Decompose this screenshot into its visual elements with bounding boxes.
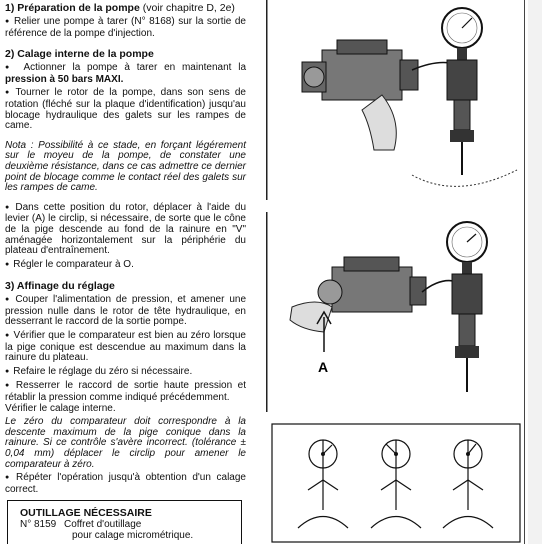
section-2-bullet-1: ● Actionner la pompe à tarer en maintenant la pression à 50 bars MAXI. xyxy=(5,63,246,85)
section-1-bullet: ● Relier une pompe à tarer (N° 8168) sur la sortie de référence de la pompe d'injection. xyxy=(5,17,246,39)
section-3-bullet-3: ● Refaire le réglage du zéro si nécessaire. xyxy=(5,367,246,379)
figure-pump-gauge-1 xyxy=(262,0,524,200)
section-3-bullet-2: ● Vérifier que le comparateur est bien au zéro lorsque la pige conique est descendue au maximum dans la rainure du plateau. xyxy=(5,331,246,364)
section-3-bullet-4-tail: Vérifier le calage interne. xyxy=(5,402,116,414)
section-1-title: 1) Préparation de la pompe (voir chapitre D, 2e) xyxy=(5,2,235,14)
section-3-bullet-4: ● Resserrer le raccord de sortie haute pression et rétablir la pression comme indiqué précédemment. xyxy=(5,381,246,403)
required-tools-line-2: pour calage micrométrique. xyxy=(72,530,194,541)
section-2-note: Nota : Possibilité à ce stade, en forçant légérement sur le moyeu de la pompe, de constater une deuxième résistance, dans ce cas admettre ce dernier point de blocage comme le contact réel des galets sur les rampes de came. xyxy=(5,139,246,194)
section-3-bullet-1: ● Couper l'alimentation de pression, et amener une pression nulle dans le rotor de tête hydraulique, en desserrant le raccord de la sortie pompe. xyxy=(5,295,246,328)
section-2-bullet-2: ● Tourner le rotor de la pompe, dans son sens de rotation (fléché sur la plaque d'identification) jusqu'au blocage hydraulique des galets sur les rampes de came. xyxy=(5,88,246,131)
section-2-bullet-3: ● Dans cette position du rotor, déplacer à l'aide du levier (A) le circlip, si nécessaire, de sorte que le cône de la pige descende au fond de la rainure en "V" aménagée horizontalement sur la périphérie du plateau d'entraînement. xyxy=(5,203,246,257)
required-tools-line-1: N° 8159 Coffret d'outillage xyxy=(20,519,142,530)
instruction-column xyxy=(5,2,246,498)
section-3-bullet-5: ● Répéter l'opération jusqu'à obtention d'un calage correct. xyxy=(5,473,246,495)
figure-pump-gauge-2 xyxy=(262,212,524,412)
required-tools-box xyxy=(7,500,242,544)
required-tools-title: OUTILLAGE NÉCESSAIRE xyxy=(20,507,152,519)
section-3-italic-note: Le zéro du comparateur doit correspondre à la descente maximum de la pige conique dans la rainure. Si ce contrôle s'avère incorrect. (tolérance ± 0,04 mm) déplacer le circlip pour amener le comparateur à zéro. xyxy=(5,416,246,470)
page-edge-rule xyxy=(524,0,525,544)
figure-label-a: A xyxy=(318,359,329,375)
section-3-title: 3) Affinage du réglage xyxy=(5,280,115,293)
section-2-title: 2) Calage interne de la pompe xyxy=(5,48,154,61)
figure-rotor-detail xyxy=(268,420,524,544)
section-2-bullet-4: ● Régler le comparateur à O. xyxy=(5,260,246,272)
page-margin xyxy=(528,0,542,544)
